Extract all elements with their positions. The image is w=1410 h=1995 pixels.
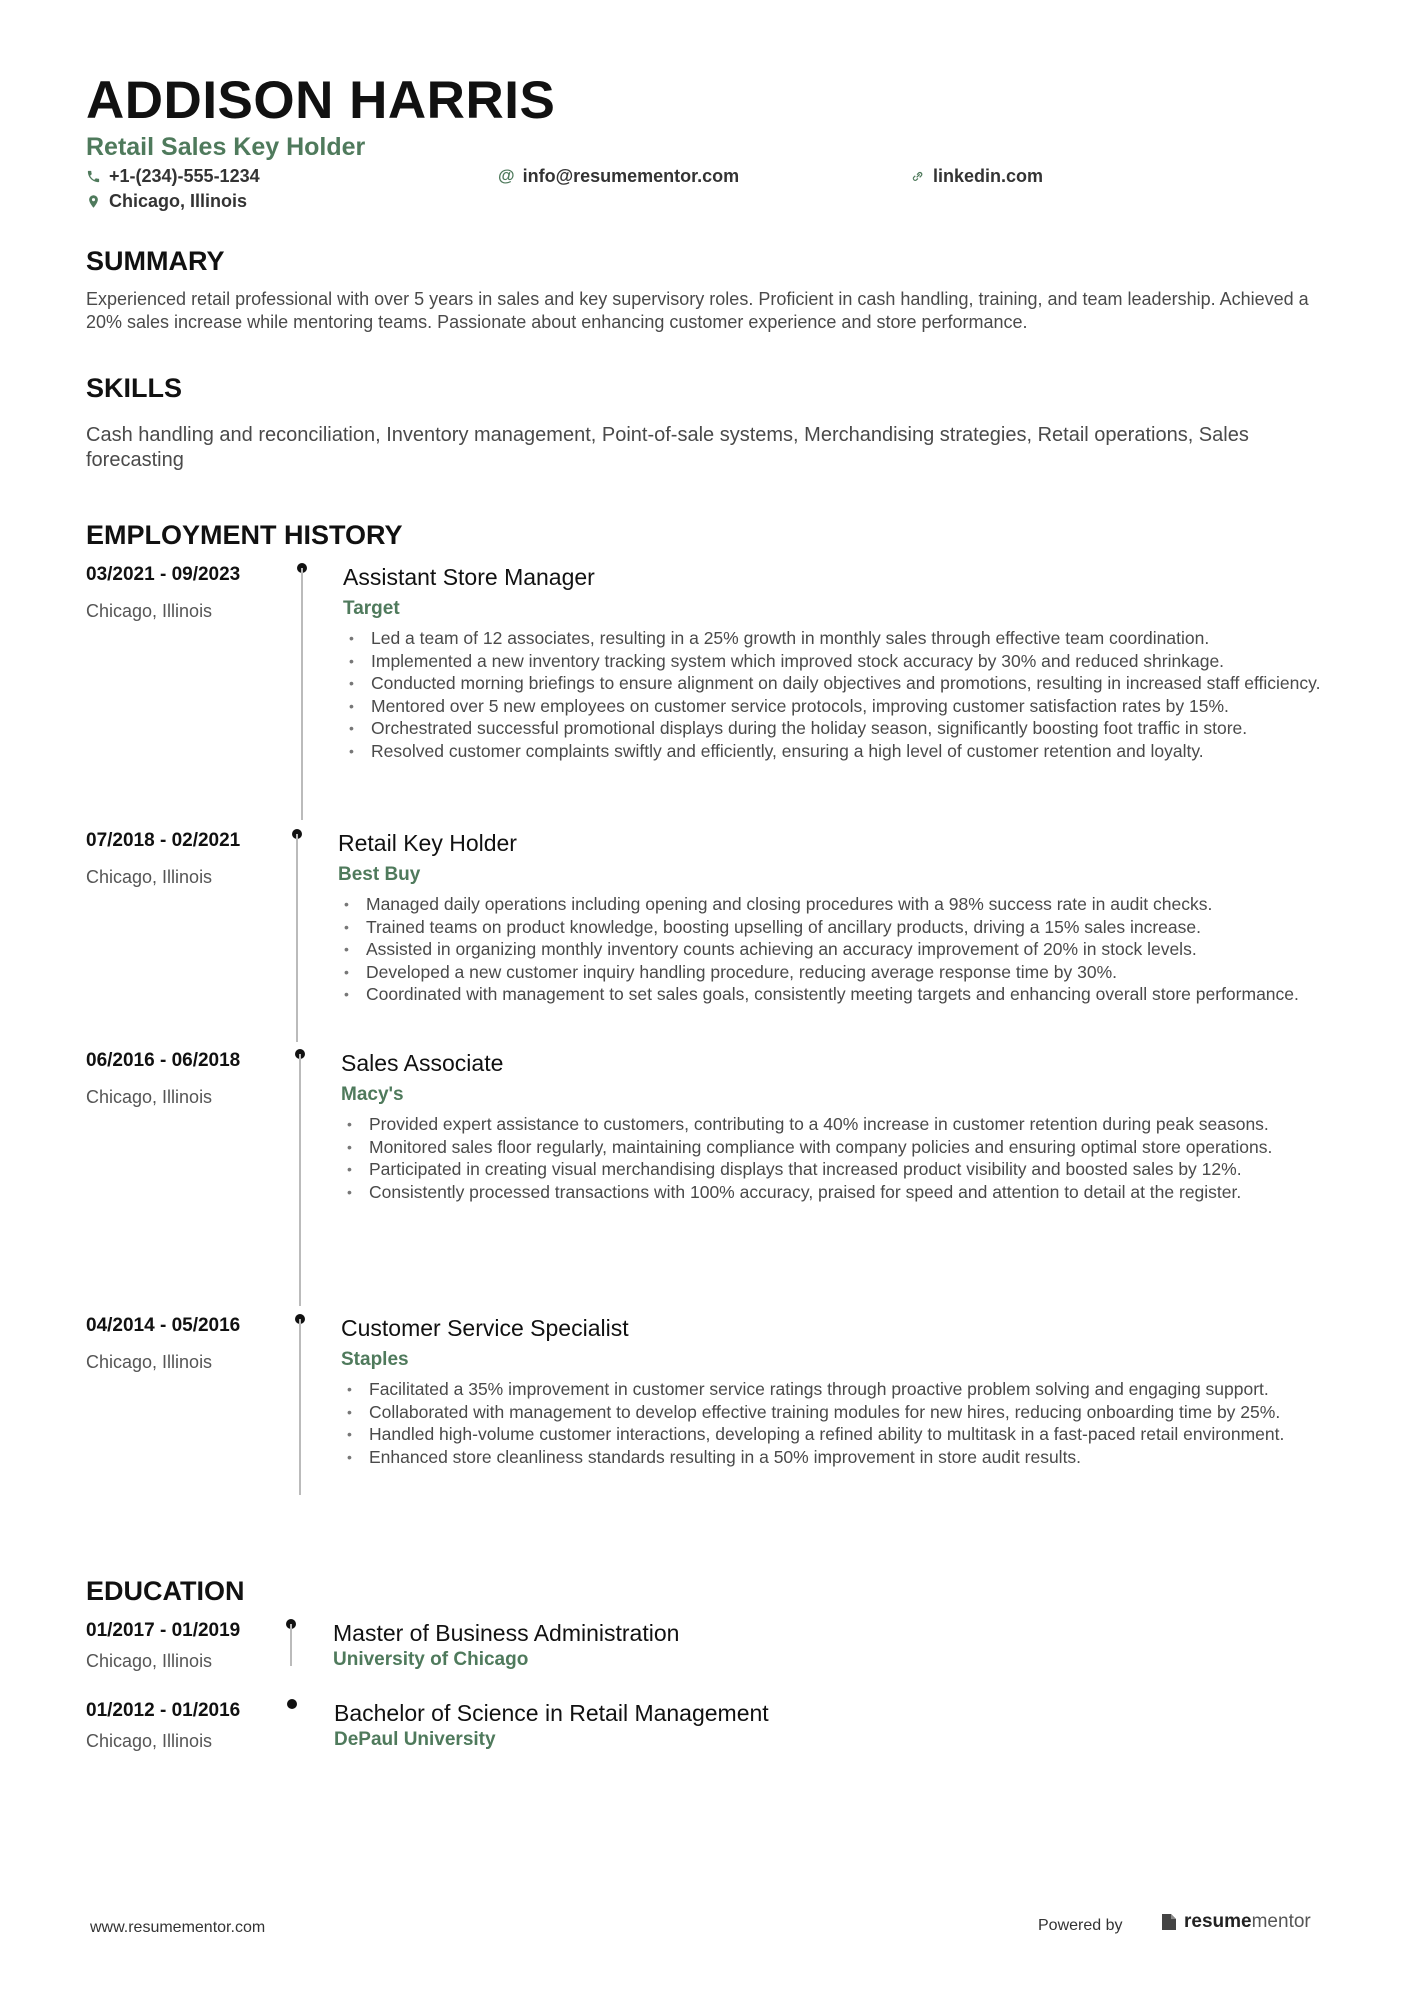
summary-heading: SUMMARY — [86, 246, 225, 276]
job-company: Best Buy — [338, 864, 421, 885]
bullet-item: • Led a team of 12 associates, resulting in a 25% growth in monthly sales through effective team coordination. — [349, 628, 1210, 648]
phone-icon — [86, 169, 101, 184]
summary-text: Experienced retail professional with over 5 years in sales and key supervisory roles. Proficient in cash handling, training, and team leadership. Achieved a 20% sales increase while mentoring teams. Passionate about enhancing customer experience and store performance. — [86, 289, 1309, 332]
bullet-item: • Trained teams on product knowledge, boosting upselling of ancillary products, driving a 15% sales increase. — [344, 916, 1201, 937]
location-text: Chicago, Illinois — [109, 191, 248, 211]
job-dates: 03/2021 - 09/2023 — [86, 564, 241, 585]
job-company: Target — [343, 598, 400, 619]
job-company: Macy's — [341, 1084, 404, 1105]
job-role: Retail Key Holder — [338, 830, 517, 856]
contact-phone — [86, 165, 260, 187]
bullet-item: • Monitored sales floor regularly, maintaining compliance with company policies and ensuring optimal store operations. — [347, 1136, 1273, 1157]
timeline-dot — [287, 1699, 297, 1709]
bullet-item: • Resolved customer complaints swiftly and efficiently, ensuring a high level of customer retention and loyalty. — [349, 740, 1204, 761]
job-bullets — [341, 1113, 1351, 1203]
job-dates: 04/2014 - 05/2016 — [86, 1315, 241, 1336]
education-heading: EDUCATION — [86, 1576, 245, 1606]
education-location: Chicago, Illinois — [86, 1651, 213, 1671]
job-dates: 07/2018 - 02/2021 — [86, 830, 241, 851]
bullet-item: • Orchestrated successful promotional displays during the holiday season, significantly boosting foot traffic in store. — [349, 718, 1248, 738]
bullet-item: • Coordinated with management to set sales goals, consistently meeting targets and enhancing overall store performance. — [344, 984, 1299, 1004]
timeline-line — [290, 1624, 292, 1666]
job-company: Staples — [341, 1349, 409, 1370]
bullet-item: • Participated in creating visual merchandising displays that increased product visibility and boosted sales by 12%. — [347, 1159, 1242, 1179]
contact-location — [86, 190, 247, 212]
job-dates: 06/2016 - 06/2018 — [86, 1050, 241, 1071]
bullet-item: • Mentored over 5 new employees on customer service protocols, improving customer satisfaction rates by 15%. — [349, 695, 1229, 716]
job-location: Chicago, Illinois — [86, 1352, 213, 1372]
timeline-line — [296, 834, 298, 1042]
candidate-title: Retail Sales Key Holder — [86, 133, 366, 161]
job-bullets — [338, 893, 1378, 1006]
education-dates: 01/2017 - 01/2019 — [86, 1620, 241, 1641]
timeline-line — [299, 1054, 301, 1306]
education-school: DePaul University — [334, 1729, 496, 1750]
contact-website[interactable] — [910, 165, 1043, 187]
education-location: Chicago, Illinois — [86, 1731, 213, 1751]
at-icon: @ — [498, 166, 515, 185]
bullet-item: • Handled high-volume customer interactions, developing a refined ability to multitask in a fast-paced retail environment. — [347, 1424, 1285, 1444]
logo-text-light: mentor — [1251, 1911, 1311, 1932]
bullet-item: • Conducted morning briefings to ensure alignment on daily objectives and promotions, resulting in increased staff efficiency. — [349, 673, 1321, 693]
job-bullets — [341, 1378, 1386, 1468]
bullet-item: • Developed a new customer inquiry handling procedure, reducing average response time by 30%. — [344, 961, 1117, 982]
bullet-item: • Assisted in organizing monthly inventory counts achieving an accuracy improvement of 20% in stock levels. — [344, 939, 1197, 959]
skills-heading: SKILLS — [86, 373, 183, 403]
job-role: Sales Associate — [341, 1050, 504, 1076]
bullet-item: • Collaborated with management to develop effective training modules for new hires, reducing onboarding time by 25%. — [347, 1401, 1281, 1422]
location-pin-icon — [86, 194, 101, 209]
bullet-item: • Facilitated a 35% improvement in customer service ratings through proactive problem solving and engaging support. — [347, 1379, 1269, 1399]
employment-heading: EMPLOYMENT HISTORY — [86, 520, 403, 550]
candidate-name: ADDISON HARRIS — [86, 71, 556, 130]
footer-url[interactable]: www.resumementor.com — [90, 1919, 266, 1936]
education-degree: Bachelor of Science in Retail Management — [334, 1700, 769, 1726]
education-school: University of Chicago — [333, 1649, 529, 1670]
bullet-item: • Provided expert assistance to customers, contributing to a 40% increase in customer retention during peak seasons. — [347, 1114, 1269, 1134]
timeline-line — [301, 568, 303, 820]
link-icon — [910, 169, 925, 184]
skills-text: Cash handling and reconciliation, Inventory management, Point-of-sale systems, Merchandising strategies, Retail operations, Sales forecasting — [86, 424, 1249, 471]
bullet-item: • Implemented a new inventory tracking system which improved stock accuracy by 30% and reduced shrinkage. — [349, 650, 1225, 671]
job-role: Assistant Store Manager — [343, 564, 595, 590]
footer-powered-by: Powered by — [1038, 1917, 1123, 1934]
bullet-item: • Managed daily operations including opening and closing procedures with a 98% success rate in audit checks. — [344, 894, 1213, 914]
timeline-line — [299, 1319, 301, 1495]
email-text[interactable]: info@resumementor.com — [522, 166, 740, 186]
contact-email[interactable] — [498, 165, 739, 187]
job-bullets — [343, 627, 1410, 762]
bullet-item: • Consistently processed transactions with 100% accuracy, praised for speed and attention to detail at the register. — [347, 1181, 1242, 1202]
logo-text-bold: resume — [1184, 1911, 1252, 1932]
resumementor-logo-icon — [1160, 1912, 1178, 1932]
footer-logo[interactable] — [1160, 1911, 1311, 1933]
bullet-item: • Enhanced store cleanliness standards resulting in a 50% improvement in store audit results. — [347, 1446, 1082, 1467]
phone-text: +1-(234)-555-1234 — [109, 166, 260, 186]
education-degree: Master of Business Administration — [333, 1620, 680, 1646]
job-location: Chicago, Illinois — [86, 601, 213, 621]
education-dates: 01/2012 - 01/2016 — [86, 1700, 241, 1721]
website-text[interactable]: linkedin.com — [933, 166, 1044, 186]
job-location: Chicago, Illinois — [86, 867, 213, 887]
job-location: Chicago, Illinois — [86, 1087, 213, 1107]
job-role: Customer Service Specialist — [341, 1315, 629, 1341]
